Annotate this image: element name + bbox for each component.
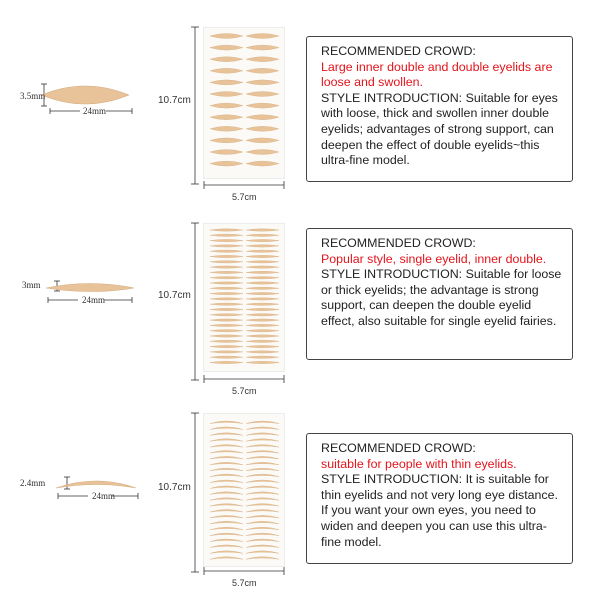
eyelid-sticker [246,229,279,231]
sheet-height-dimension [190,412,200,574]
eyelid-sticker [246,45,279,50]
sheet-width-label: 5.7cm [232,192,257,202]
sheet-height-label: 10.7cm [158,482,191,493]
eyelid-sticker [210,277,243,279]
eyelid-sticker [210,234,243,236]
strip-width-label: 24mm [83,106,107,116]
eyelid-sticker [210,261,243,263]
eyelid-sticker [246,421,279,424]
strip-height-label: 2.4mm [20,478,46,488]
eyelid-sticker [210,474,243,477]
eyelid-sticker [246,298,279,300]
recommended-crowd-heading: RECOMMENDED CROWD: [321,44,476,58]
eyelid-sticker [246,335,279,337]
eyelid-sticker [246,427,279,430]
eyelid-sticker [246,468,279,471]
eyelid-sticker [246,150,279,155]
eyelid-sticker [246,539,279,542]
eyelid-sticker [210,271,243,273]
eyelid-sticker [210,486,243,489]
eyelid-sticker [210,551,243,554]
product-section-1 [0,0,600,200]
description-box-3 [306,433,573,564]
eyelid-sticker [210,521,243,524]
eyelid-sticker [246,245,279,247]
eyelid-sticker [210,539,243,542]
sheet-height-dimension [190,222,200,382]
strip-width-label: 24mm [82,295,106,305]
eyelid-sticker [210,255,243,257]
eyelid-sticker [210,427,243,430]
style-introduction-text: STYLE INTRODUCTION: Suitable for loose or thick eyelids; the advantage is strong support, can deepen the double eyelid effect, also suitable for single eyelid fairies. [321,267,562,328]
sheet-width-dimension [203,180,287,190]
strip-diagram-1 [20,75,140,135]
product-section-3 [0,400,600,600]
recommended-crowd-heading: RECOMMENDED CROWD: [321,236,476,250]
eyelid-sticker [246,250,279,252]
eyelid-sticker [246,486,279,489]
eyelid-sticker [246,474,279,477]
eyelid-sticker [210,451,243,454]
sticker-sheet-2 [203,223,285,372]
eyelid-sticker [246,351,279,353]
sticker-sheet-1 [203,27,285,179]
recommended-crowd-text: suitable for people with thin eyelids. [321,456,517,471]
eyelid-sticker [210,433,243,436]
eyelid-sticker [210,45,243,50]
eyelid-sticker [210,340,243,342]
eyelid-sticker [210,115,243,120]
eyelid-sticker [210,303,243,305]
eyelid-sticker [246,92,279,97]
eyelid-sticker [210,515,243,518]
eyelid-sticker [246,234,279,236]
eyelid-sticker [246,271,279,273]
eyelid-sticker [210,266,243,268]
eyelid-sticker [246,462,279,465]
eyelid-sticker [246,277,279,279]
style-introduction-text: STYLE INTRODUCTION: Suitable for eyes with loose, thick and swollen inner double eyelids; advantages of strong support, can deepen the effect of double eyelids~this ultra-fine model. [321,90,558,168]
eyelid-sticker [246,126,279,131]
eyelid-sticker [246,345,279,347]
strip-diagram-2 [20,276,140,336]
eyelid-sticker [210,319,243,321]
eyelid-sticker [210,57,243,62]
eyelid-sticker [246,510,279,513]
eyelid-sticker [246,527,279,530]
eyelid-sticker [246,498,279,501]
eyelid-sticker [210,229,243,231]
eyelid-sticker [210,504,243,507]
eyelid-sticker [246,255,279,257]
eyelid-sticker [246,282,279,284]
sticker-grid [204,224,284,371]
strip-height-label: 3mm [22,280,41,290]
eyelid-sticker [210,330,243,332]
eyelid-sticker [210,345,243,347]
sheet-width-dimension [203,374,287,384]
sheet-width-label: 5.7cm [232,386,257,396]
eyelid-sticker [246,239,279,241]
eyelid-sticker [246,292,279,294]
sheet-height-label: 10.7cm [158,290,191,301]
recommended-crowd-text: Popular style, single eyelid, inner double. [321,251,547,266]
eyelid-sticker [246,545,279,548]
eyelid-sticker [210,92,243,97]
eyelid-sticker [246,521,279,524]
description-box-2 [306,228,573,360]
description-box-1 [306,36,573,182]
eyelid-sticker [246,557,279,560]
strip-height-label: 3.5mm [20,91,46,101]
eyelid-sticker [210,103,243,108]
eyelid-sticker [246,80,279,85]
eyelid-sticker [210,68,243,73]
eyelid-sticker [246,439,279,442]
eyelid-sticker [210,80,243,85]
eyelid-sticker [210,445,243,448]
eyelid-sticker [210,138,243,143]
sheet-height-dimension [190,26,200,186]
eyelid-sticker [210,456,243,459]
eyelid-sticker [246,324,279,326]
eyelid-sticker [210,356,243,358]
eyelid-sticker [210,298,243,300]
eyelid-sticker [246,314,279,316]
eyelid-sticker [246,361,279,363]
sticker-grid [204,414,284,566]
strip-width-label: 24mm [92,491,116,501]
eyelid-sticker [246,68,279,73]
eyelid-sticker [246,266,279,268]
strip-dimension-lines [20,75,140,135]
eyelid-sticker [210,245,243,247]
eyelid-sticker [246,515,279,518]
eyelid-strip-shape [56,481,136,488]
eyelid-sticker [246,303,279,305]
style-introduction-text: STYLE INTRODUCTION: It is suitable for thin eyelids and not very long eye distance. If you want your own eyes, you need to widen and deepen you can use this ultra-fine model. [321,472,558,549]
eyelid-sticker [246,492,279,495]
eyelid-sticker [246,115,279,120]
sticker-grid [204,28,284,178]
eyelid-sticker [210,351,243,353]
eyelid-sticker [210,527,243,530]
eyelid-sticker [246,57,279,62]
eyelid-sticker [246,456,279,459]
eyelid-sticker [246,356,279,358]
eyelid-sticker [210,324,243,326]
sticker-sheet-3 [203,413,285,567]
eyelid-sticker [210,480,243,483]
recommended-crowd-heading: RECOMMENDED CROWD: [321,441,476,455]
strip-diagram-3 [20,472,140,532]
eyelid-sticker [246,340,279,342]
eyelid-sticker [246,103,279,108]
eyelid-sticker [210,533,243,536]
eyelid-sticker [246,533,279,536]
eyelid-sticker [210,557,243,560]
eyelid-sticker [246,308,279,310]
eyelid-sticker [246,433,279,436]
eyelid-sticker [210,250,243,252]
sheet-width-dimension [203,566,287,576]
sheet-height-label: 10.7cm [158,95,191,106]
eyelid-sticker [210,150,243,155]
eyelid-sticker [210,287,243,289]
eyelid-sticker [210,314,243,316]
eyelid-sticker [210,468,243,471]
eyelid-sticker [210,239,243,241]
eyelid-sticker [210,498,243,501]
eyelid-sticker [210,510,243,513]
eyelid-sticker [246,551,279,554]
eyelid-sticker [210,462,243,465]
eyelid-sticker [210,34,243,39]
eyelid-sticker [246,261,279,263]
eyelid-strip-shape [42,86,129,104]
eyelid-sticker [210,421,243,424]
eyelid-sticker [246,445,279,448]
eyelid-sticker [210,161,243,166]
eyelid-sticker [210,308,243,310]
eyelid-sticker [246,34,279,39]
eyelid-sticker [210,361,243,363]
eyelid-sticker [210,439,243,442]
eyelid-sticker [210,492,243,495]
eyelid-sticker [246,504,279,507]
eyelid-sticker [246,319,279,321]
eyelid-sticker [246,287,279,289]
eyelid-sticker [246,330,279,332]
recommended-crowd-text: Large inner double and double eyelids are loose and swollen. [321,59,553,90]
eyelid-sticker [210,292,243,294]
sheet-width-label: 5.7cm [232,578,257,588]
eyelid-sticker [210,126,243,131]
eyelid-sticker [210,282,243,284]
eyelid-sticker [210,335,243,337]
eyelid-sticker [210,545,243,548]
eyelid-sticker [246,161,279,166]
eyelid-sticker [246,138,279,143]
eyelid-strip-shape [46,284,134,292]
eyelid-sticker [246,451,279,454]
eyelid-sticker [246,480,279,483]
product-section-2 [0,200,600,400]
